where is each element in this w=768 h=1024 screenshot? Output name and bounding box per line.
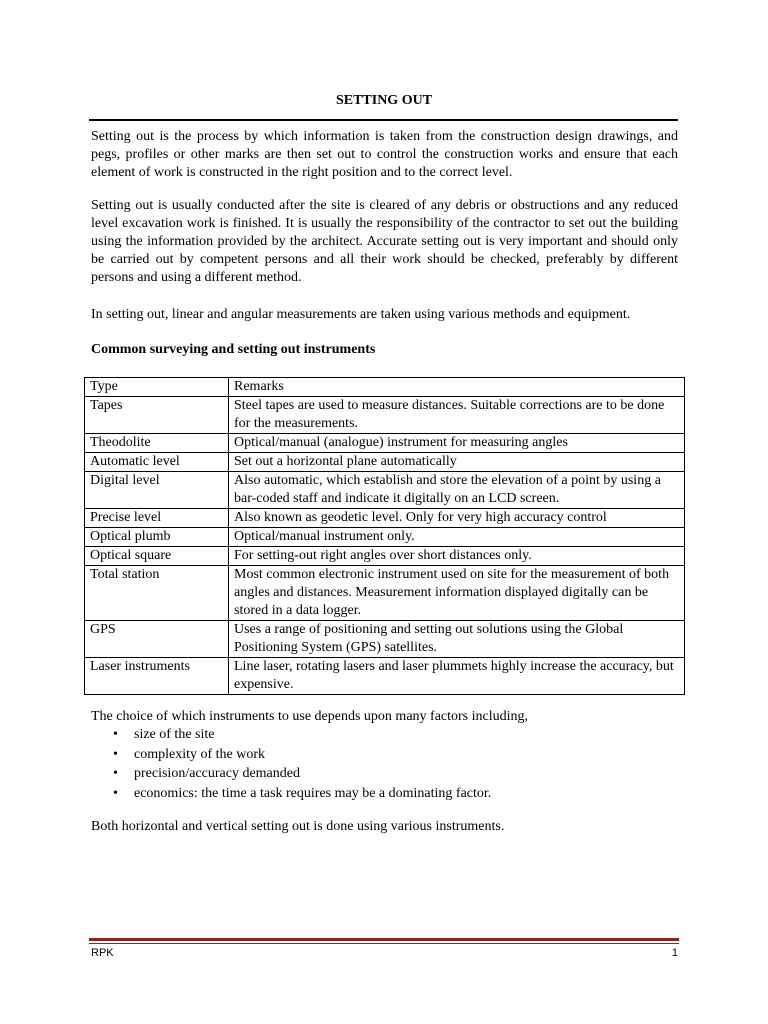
bullet-icon: • [113,766,118,781]
type-cell: Optical plumb [85,528,229,547]
type-cell: Digital level [85,472,229,509]
list-item [91,784,678,804]
bullet-icon: • [113,785,118,801]
remarks-cell: For setting-out right angles over short distances only. [229,547,685,566]
table-row [85,528,685,547]
list-item [91,764,678,784]
header-type: Type [85,378,229,397]
factor-text: complexity of the work [134,746,266,762]
bullet-icon: • [113,727,118,742]
page-number: 1 [671,947,678,959]
type-cell: Optical square [85,547,229,566]
type-cell: Automatic level [85,453,229,472]
remarks-cell: Set out a horizontal plane automatically [229,453,685,472]
type-cell: Laser instruments [85,658,229,695]
table-row [85,434,685,453]
list-item [91,725,678,745]
intro-paragraph: Setting out is the process by which information is taken from the construction design drawings, and pegs, profiles or other marks are then set out to control the construction works and ensure that each element of work is constructed in the right position and to the correct level. [91,129,678,180]
remarks-cell: Steel tapes are used to measure distances. Suitable corrections are to be done for the measurements. [229,397,685,434]
table-row [85,397,685,434]
table-row [85,472,685,509]
table-row [85,566,685,621]
table-row [85,658,685,695]
factor-text: economics: the time a task requires may be a dominating factor. [134,785,492,801]
type-cell: Precise level [85,509,229,528]
table-row [85,453,685,472]
remarks-cell: Optical/manual instrument only. [229,528,685,547]
table-row [85,621,685,658]
type-cell: Theodolite [85,434,229,453]
remarks-cell: Also known as geodetic level. Only for very high accuracy control [229,509,685,528]
footer-rule-thin [89,943,679,944]
table-row [85,547,685,566]
table-header-row [85,378,685,397]
page-title: SETTING OUT [335,93,433,108]
remarks-cell: Most common electronic instrument used on site for the measurement of both angles and distances. Measurement information displayed digitally can be stored in a data logger. [229,566,685,621]
type-cell: Total station [85,566,229,621]
factors-intro: The choice of which instruments to use depends upon many factors including, [91,709,529,724]
factor-text: size of the site [134,727,215,742]
type-cell: Tapes [85,397,229,434]
title-underline [89,119,678,121]
footer-rule [89,938,679,941]
instruments-table [84,377,685,695]
factor-text: precision/accuracy demanded [134,766,300,781]
list-item [91,745,678,765]
type-cell: GPS [85,621,229,658]
header-remarks: Remarks [229,378,685,397]
factors-list [91,725,678,803]
measurements-paragraph: In setting out, linear and angular measurements are taken using various methods and equipment. [91,307,631,322]
footer-author: RPK [91,947,114,959]
remarks-cell: Line laser, rotating lasers and laser plummets highly increase the accuracy, but expensive. [229,658,685,695]
remarks-cell: Optical/manual (analogue) instrument for measuring angles [229,434,685,453]
remarks-cell: Also automatic, which establish and store the elevation of a point by using a bar-coded staff and indicate it digitally on an LCD screen. [229,472,685,509]
conduct-paragraph: Setting out is usually conducted after the site is cleared of any debris or obstructions and any reduced level excavation work is finished. It is usually the responsibility of the contractor to set out the building using the information provided by the architect. Accurate setting out is very important and should only be carried out by competent persons and all their work should be checked, preferably by different persons and using a different method. [91,198,678,285]
closing-paragraph: Both horizontal and vertical setting out is done using various instruments. [91,819,505,834]
remarks-cell: Uses a range of positioning and setting out solutions using the Global Positioning System (GPS) satellites. [229,621,685,658]
bullet-icon: • [113,746,118,762]
table-row [85,509,685,528]
instruments-subheading: Common surveying and setting out instruments [91,342,376,357]
